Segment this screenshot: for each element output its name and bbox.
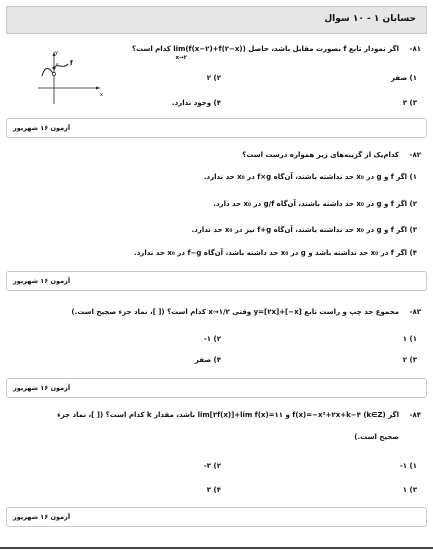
graph-x-arrow (96, 87, 100, 90)
question-83-option-1[interactable]: ۱) ۱ (402, 335, 417, 343)
question-84-option-2[interactable]: ۲) ۳- (203, 462, 221, 470)
question-81-option-1[interactable]: ۱) صفر (390, 74, 417, 82)
question-83-stem: مجموع حد چپ و راست تابع y=[۲x]+[−x] وقتی x→۱/۲ کدام است؟ ([ ]، نماد جزء صحیح است.) (71, 308, 399, 316)
question-81-option-2[interactable]: ۲) ۲ (206, 74, 221, 82)
question-81-limit-subscript: x→۲ (175, 55, 187, 61)
question-84-number: ۸۴- (409, 411, 421, 419)
question-82-source-box (6, 271, 427, 291)
question-83-option-4[interactable]: ۴) صفر (194, 356, 221, 364)
graph-y-label: y (55, 50, 58, 56)
page-header (6, 6, 427, 34)
question-81-option-4[interactable]: ۴) وجود ندارد. (171, 99, 221, 107)
question-84-option-4[interactable]: ۴) ۳ (206, 486, 221, 494)
question-83-source-box (6, 378, 427, 398)
question-82-option-3[interactable]: ۳) اگر f و g در x₀ حد نداشته باشند، آن‌گاه f+g نیز در x₀ حد ندارد. (191, 226, 417, 234)
question-82-source-label: آزمون ۱۶ شهریور (13, 277, 71, 285)
question-83-option-3[interactable]: ۳) ۲ (402, 356, 417, 364)
question-81-source-label: آزمون ۱۶ شهریور (13, 124, 71, 132)
question-83-source-label: آزمون ۱۶ شهریور (13, 384, 71, 392)
question-81-number: ۸۱- (409, 45, 421, 53)
bottom-rule (0, 547, 433, 549)
question-82-option-4[interactable]: ۴) اگر f در x₀ حد نداشته باشد و g در x₀ حد داشته باشد، آن‌گاه f−g در x₀ حد ندارد. (134, 249, 417, 257)
question-82-number: ۸۲- (409, 151, 421, 159)
question-84-stem-line-2: صحیح است.) (354, 433, 399, 441)
question-84-stem-line-1: اگر f(x)=−x²+۲x+k−۴ (k∈Z) و lim[۲f(x)]+lim f(x)=۱۱ باشد، مقدار k کدام است؟ ([ ]، نماد جزء (57, 411, 399, 419)
question-81-source-box (6, 118, 427, 138)
question-82-stem: کدام‌یک از گزینه‌های زیر همواره درست است؟ (242, 151, 399, 159)
graph-open-point (53, 73, 56, 76)
question-82-option-2[interactable]: ۲) اگر f و g در x₀ حد داشته باشند، آن‌گاه g/f در x₀ حد دارد. (213, 200, 417, 208)
question-84-source-box (6, 507, 427, 527)
question-84-source-label: آزمون ۱۶ شهریور (13, 513, 71, 521)
question-84-option-1[interactable]: ۱) ۱- (399, 462, 417, 470)
question-83-number: ۸۳- (409, 308, 421, 316)
page-title: حسابان ۱ - ۱۰ سوال (324, 14, 416, 24)
question-84-option-3[interactable]: ۳) ۱ (402, 486, 417, 494)
question-81-graph (34, 46, 104, 106)
graph-curve-left (42, 69, 54, 76)
question-82-option-1[interactable]: ۱) اگر f و g در x₀ حد نداشته باشند، آن‌گاه f×g در x₀ حد ندارد. (203, 173, 417, 181)
question-81-stem: اگر نمودار تابع f بصورت مقابل باشد، حاصل lim(f(x−۲)+f(۲−x)) کدام است؟ (131, 45, 399, 53)
question-83-option-2[interactable]: ۲) ۱- (203, 335, 221, 343)
graph-tick-label: ۲ (56, 63, 59, 68)
graph-x-label: x (100, 92, 103, 98)
question-81-option-3[interactable]: ۳) ۳ (402, 99, 417, 107)
graph-f-label: f (70, 60, 73, 67)
